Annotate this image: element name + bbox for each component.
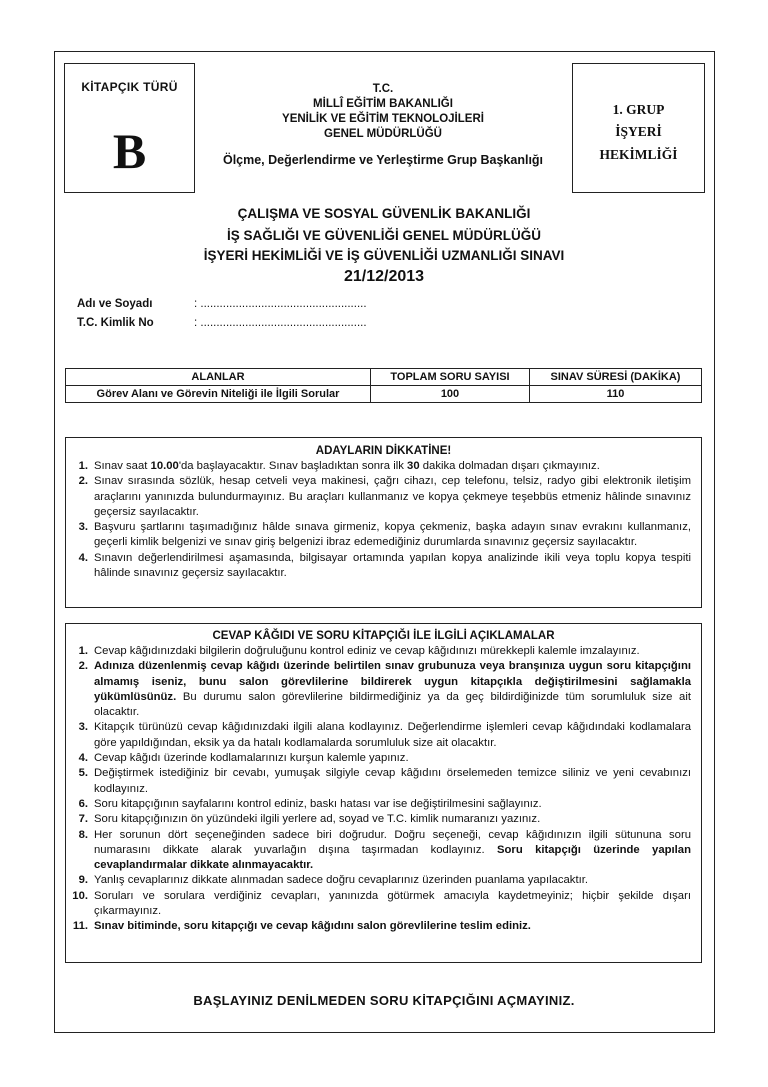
ministry-line-3: YENİLİK VE EĞİTİM TEKNOLOJİLERİ [282,113,484,125]
cell-duration: 110 [530,386,702,403]
id-label: T.C. Kimlik No [77,317,154,329]
name-label: Adı ve Soyadı [77,298,153,310]
id-field[interactable]: : .................................................... [194,317,367,329]
item-number: 2. [78,660,88,673]
answer-notice-title: CEVAP KÂĞIDI VE SORU KİTAPÇIĞI İLE İLGİLİ AÇIKLAMALAR [212,630,555,642]
item-text: Başvuru şartlarını taşımadığınız hâlde sınava girmeniz, kopya çekmeniz, başka adayın sınav evrakını kullanmanız, geçerli kimlik belgenizi ve sınav giriş belgenizi ibraz edemediğiniz durumlarda sınavınız geçersiz sayılacaktır. [94,521,691,549]
name-field[interactable]: : .................................................... [194,298,367,310]
list-item [66,797,701,812]
list-item [66,551,701,582]
ministry-line-4: GENEL MÜDÜRLÜĞÜ [324,128,442,140]
item-text: Cevap kâğıdı üzerinde kodlamalarınızı kurşun kalemle yapınız. [94,752,409,765]
item-text: Soru kitapçığınızın ön yüzündeki ilgili yerlere ad, soyad ve T.C. kimlik numaranızı yazınız. [94,813,541,826]
group-line-3: HEKİMLİĞİ [599,147,678,162]
item-time: 10.00 [150,460,179,472]
group-box [572,63,705,193]
item-number: 10. [72,889,88,902]
list-item [66,459,701,474]
item-text: Değiştirmek istediğiniz bir cevabı, yumuşak silgiyle cevap kâğıdını örselemeden temizce siliniz ve yeni cevabınızı kodlayınız. [94,767,691,795]
header-areas: ALANLAR [66,369,371,386]
table-row [66,386,702,403]
header-question-count: TOPLAM SORU SAYISI [371,369,530,386]
list-item [66,751,701,766]
item-number: 4. [78,752,88,765]
item-text: Soruları ve sorulara verdiğiniz cevapları, yanınızda götürmek amacıyla kaydetmeyiniz; hiçbir şekilde dışarı çıkarmayınız. [94,889,691,918]
item-number: 5. [78,767,88,780]
item-text: Yanlış cevaplarınız dikkate alınmadan sadece doğru cevaplarınız üzerinden puanlama yapılacaktır. [94,874,589,887]
cell-area: Görev Alanı ve Görevin Niteliği ile İlgili Sorular [66,386,371,403]
group-line-1: 1. GRUP [612,102,665,117]
center-title-1: ÇALIŞMA VE SOSYAL GÜVENLİK BAKANLIĞI [237,206,531,221]
item-number: 1. [78,645,88,657]
table-header-row [66,369,702,386]
item-number: 1. [78,460,88,472]
list-item [66,828,701,874]
cell-question-count: 100 [371,386,530,403]
item-text: Sınav sırasında sözlük, hesap cetveli veya makinesi, çağrı cihazı, cep telefonu, telsiz, radyo gibi elektronik iletişim araçlarını yanınızda bulundurmayınız. Bu araçları kullanmanız ve kopya çekmeye teşebbüs etmeniz hâlinde sınavınız geçersiz sayılacaktır. [94,475,691,518]
item-bold-text: Adınıza düzenlenmiş cevap kâğıdı üzerinde belirtilen sınav grubunuza veya branşınıza uygun soru kitapçığını almamış iseniz, bunu salon görevlilerine bildirerek uygun kitapçıkla değiştirilmesini sağlamakla yükümlüsünüz. [94,660,691,703]
list-item [66,766,701,797]
footer-warning: BAŞLAYINIZ DENİLMEDEN SORU KİTAPÇIĞINI AÇMAYINIZ. [193,993,575,1008]
list-item [66,659,701,720]
list-item [66,720,701,751]
item-number: 9. [78,874,88,887]
booklet-letter: B [112,123,147,179]
item-number: 8. [78,828,88,841]
candidate-notice-title: ADAYLARIN DİKKATİNE! [315,445,452,457]
booklet-type-box [64,63,195,193]
group-line-2: İŞYERİ [615,124,662,139]
exam-date: 21/12/2013 [343,268,425,285]
item-text: Sınavın değerlendirilmesi aşamasında, bilgisayar ortamında yapılan kopya analizinde ikili veya toplu kopya tespiti hâlinde sınavınız geçersiz sayılacaktır. [94,551,691,580]
item-text: Soru kitapçığının sayfalarını kontrol ediniz, baskı hatası var ise değiştirilmesini sağlayınız. [94,797,542,810]
list-item [66,889,701,920]
list-item [66,474,701,520]
booklet-type-label: KİTAPÇIK TÜRÜ [81,80,178,94]
list-item [66,520,701,551]
center-title-3: İŞYERİ HEKİMLİĞİ VE İŞ GÜVENLİĞİ UZMANLIĞI SINAVI [203,248,565,263]
item-number: 6. [78,797,88,810]
item-text: Sınav saat [94,460,151,472]
list-item [66,919,701,934]
ministry-line-1: T.C. [372,83,394,95]
answer-notice-list [66,644,701,935]
candidate-notice-list [66,459,701,581]
item-minutes: 30 [407,460,420,472]
list-item [66,644,701,659]
item-number: 7. [78,813,88,826]
item-text: 'da başlayacaktır. Sınav başladıktan sonra ilk [178,460,408,472]
exam-info-table [65,368,702,403]
item-text: Kitapçık türünüzü cevap kâğıdınızdaki ilgili alana kodlayınız. Değerlendirme işlemleri cevap kâğıdındaki kodlamalara göre yapıldığından, eksik ya da hatalı kodlamalarda sorumluluk size ait olacaktır. [94,721,691,749]
list-item [66,812,701,827]
item-bold-text: Soru kitapçığı üzerinde yapılan cevaplandırmalar dikkate alınmayacaktır. [94,843,691,872]
header-duration: SINAV SÜRESİ (DAKİKA) [530,369,702,386]
ministry-line-2: MİLLÎ EĞİTİM BAKANLIĞI [313,98,453,110]
item-text: dakika dolmadan dışarı çıkmayınız. [419,460,600,472]
list-item [66,873,701,888]
item-text: Her sorunun dört seçeneğinden sadece biri doğrudur. Doğru seçeneği, cevap kâğıdınızın ilgili sütununa soru numarasını dikkate alarak yuvarlağın dışına taşırmadan kodlayınız. [94,828,691,856]
item-bold-text: Sınav bitiminde, soru kitapçığı ve cevap kâğıdını salon görevlilerine teslim ediniz. [94,920,531,933]
item-number: 4. [78,551,88,564]
center-title-2: İŞ SAĞLIĞI VE GÜVENLİĞİ GENEL MÜDÜRLÜĞÜ [226,228,542,243]
candidate-notice-box [65,437,702,608]
item-text: Cevap kâğıdınızdaki bilgilerin doğruluğunu kontrol ediniz ve cevap kâğıdınızı mürekkepli kalemle imzalayınız. [94,645,640,657]
department: Ölçme, Değerlendirme ve Yerleştirme Grup Başkanlığı [222,153,544,167]
item-number: 2. [78,475,88,488]
item-number: 3. [78,521,88,534]
answer-notice-box [65,623,702,963]
item-number: 11. [72,920,88,933]
item-number: 3. [78,721,88,734]
item-text: Bu durumu salon görevlilerine bildirmediğiniz ya da geç bildirdiğinizde tüm sorumluluk size ait olacaktır. [94,690,691,719]
